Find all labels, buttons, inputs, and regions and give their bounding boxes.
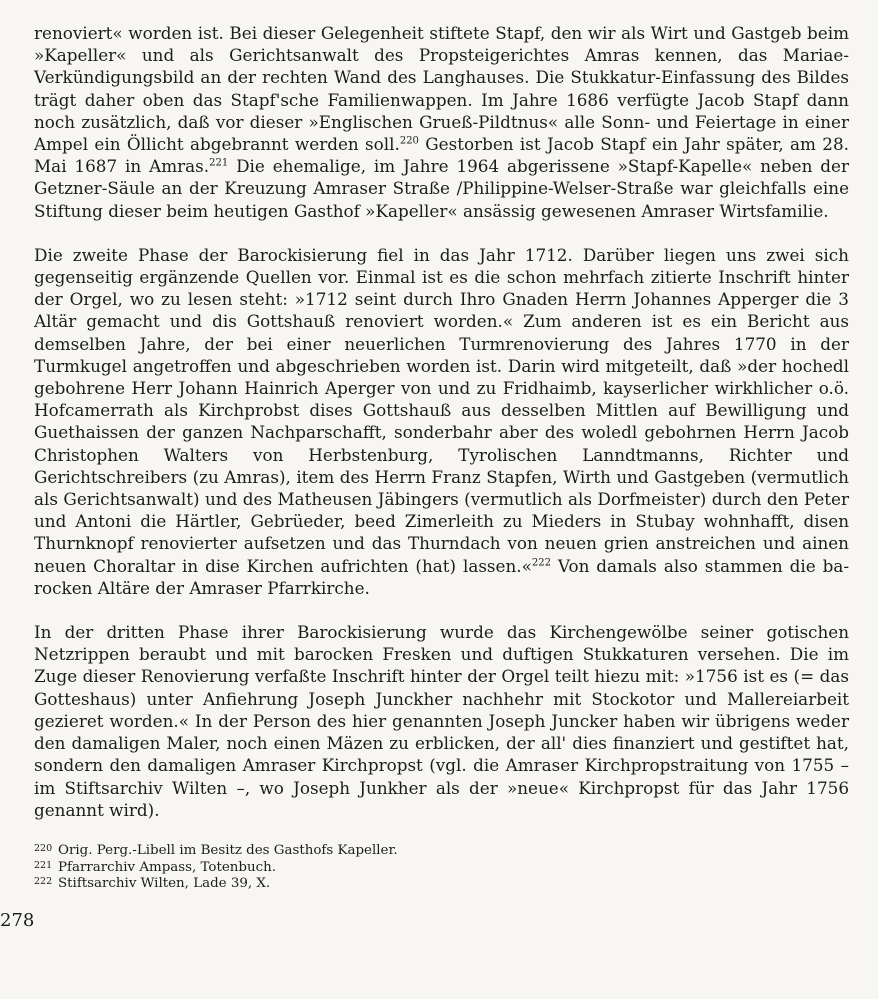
footnote-text: Orig. Perg.-Libell im Besitz des Gasthofs Kapeller. xyxy=(58,842,398,858)
footnote-number: 222 xyxy=(34,876,53,888)
footnote-number: 221 xyxy=(34,859,53,871)
page-number: 278 xyxy=(0,910,35,931)
paragraph xyxy=(34,621,849,821)
paragraph-text: Die ehemalige, im Jahre 1964 abgerissene »Stapf-Kapelle« neben der Getzner-Säule an der Kreuzung Amraser Straße /Philippine-Welser-Straße war gleichfalls eine Stiftung dieser beim heutigen Gasthof »Kapeller« ansässig gewesenen Amraser Wirtsfamilie. xyxy=(34,156,849,221)
paragraph-text: Gestorben ist Jacob Stapf ein Jahr später, am 28. Mai 1687 in Amras. xyxy=(34,134,849,177)
footnote-reference: 222 xyxy=(531,557,551,569)
paragraph-text: Von damals also stammen die barocken Altäre der Amraser Pfarrkirche. xyxy=(34,555,849,598)
footnote-text: Stiftsarchiv Wilten, Lade 39, X. xyxy=(58,876,271,892)
footnote-number: 220 xyxy=(34,842,53,854)
paragraph-text: Die zweite Phase der Barockisierung fiel in das Jahr 1712. Darüber liegen uns zwei sich gegenseitig ergänzende Quellen vor. Einmal ist es die schon mehrfach zitierte Inschrift hinter der Orgel, wo zu lesen steht: »1712 seint durch Ihro Gnaden Herrn Johannes Apperger die 3 Altär gemacht und dis Gottshauß renoviert worden.« Zum anderen ist es ein Bericht aus demselben Jahre, der bei einer neuerlichen Turmrenovierung des Jahres 1770 in der Turmkugel angetroffen und abgeschrieben worden ist. Darin wird mitgeteilt, daß »der hochedl gebohrene Herr Johann Hainrich Aperger von und zu Fridhaimb, kayserlicher wirkhlicher o.ö. Hofcamerrath als Kirchprobst dises Gottshauß aus desselben Mittlen auf Bewilligung und Guethaissen der ganzen Nachparschafft, sonderbahr aber des woledl gebohrnen Herrn Jacob Christophen Walters von Herbstenburg, Tyrolischen Lanndtmanns, Richter und Gerichtschreibers (zu Amras), item des Herrn Franz Stapfen, Wirth und Gastgeben (vermutlich als Gerichtsanwalt) und des Matheusen Jäbingers (vermutlich als Dorfmeister) durch den Peter und Antoni die Härtler, Gebrüeder, beed Zimerleith zu Mieders in Stubay wohnhafft, disen Thurnknopf renovierter aufsetzen und das Thurndach von neuen grien anstreichen und ainen neuen Choraltar in dise Kirchen aufrichten (hat) lassen.« xyxy=(34,244,849,576)
footnote-reference: 220 xyxy=(399,135,419,147)
footnotes xyxy=(34,843,849,893)
body-text xyxy=(34,22,849,821)
footnote xyxy=(34,876,849,893)
footnote-text: Pfarrarchiv Ampass, Totenbuch. xyxy=(58,859,277,875)
footnote xyxy=(34,843,849,860)
footnote xyxy=(34,860,849,877)
paragraph-text: renoviert« worden ist. Bei dieser Gelegenheit stiftete Stapf, den wir als Wirt und Gastgeb beim »Kapeller« und als Gerichtsanwalt des Propsteigerichtes Amras kennen, das Mariae-Verkündigungsbild an der rechten Wand des Langhauses. Die Stukkatur-Einfassung des Bildes trägt daher oben das Stapf'sche Familienwappen. Im Jahre 1686 verfügte Jacob Stapf dann noch zusätzlich, daß vor dieser »Englischen Grueß-Pildtnus« alle Sonn- und Feiertage in einer Ampel ein Öllicht abgebrannt werden soll. xyxy=(34,23,849,155)
paragraph xyxy=(34,22,849,222)
document-page xyxy=(34,22,849,893)
paragraph xyxy=(34,244,849,599)
footnote-reference: 221 xyxy=(209,157,229,169)
paragraph-text: In der dritten Phase ihrer Barockisierung wurde das Kirchengewölbe seiner gotischen Netzrippen beraubt und mit barocken Fresken und duftigen Stukkaturen versehen. Die im Zuge dieser Renovierung verfaßte Inschrift hinter der Orgel teilt hiezu mit: »1756 ist es (= das Gotteshaus) unter Anfiehrung Joseph Junckher nachhehr mit Stockotor und Mallereiarbeit gezieret worden.« In der Person des hier genannten Joseph Juncker haben wir übrigens weder den damaligen Maler, noch einen Mäzen zu erblicken, der all' dies finanziert und gestiftet hat, sondern den damaligen Amraser Kirchpropst (vgl. die Amraser Kirchpropstraitung von 1755 – im Stiftsarchiv Wilten –, wo Joseph Junkher als der »neue« Kirchpropst für das Jahr 1756 genannt wird). xyxy=(34,622,849,820)
